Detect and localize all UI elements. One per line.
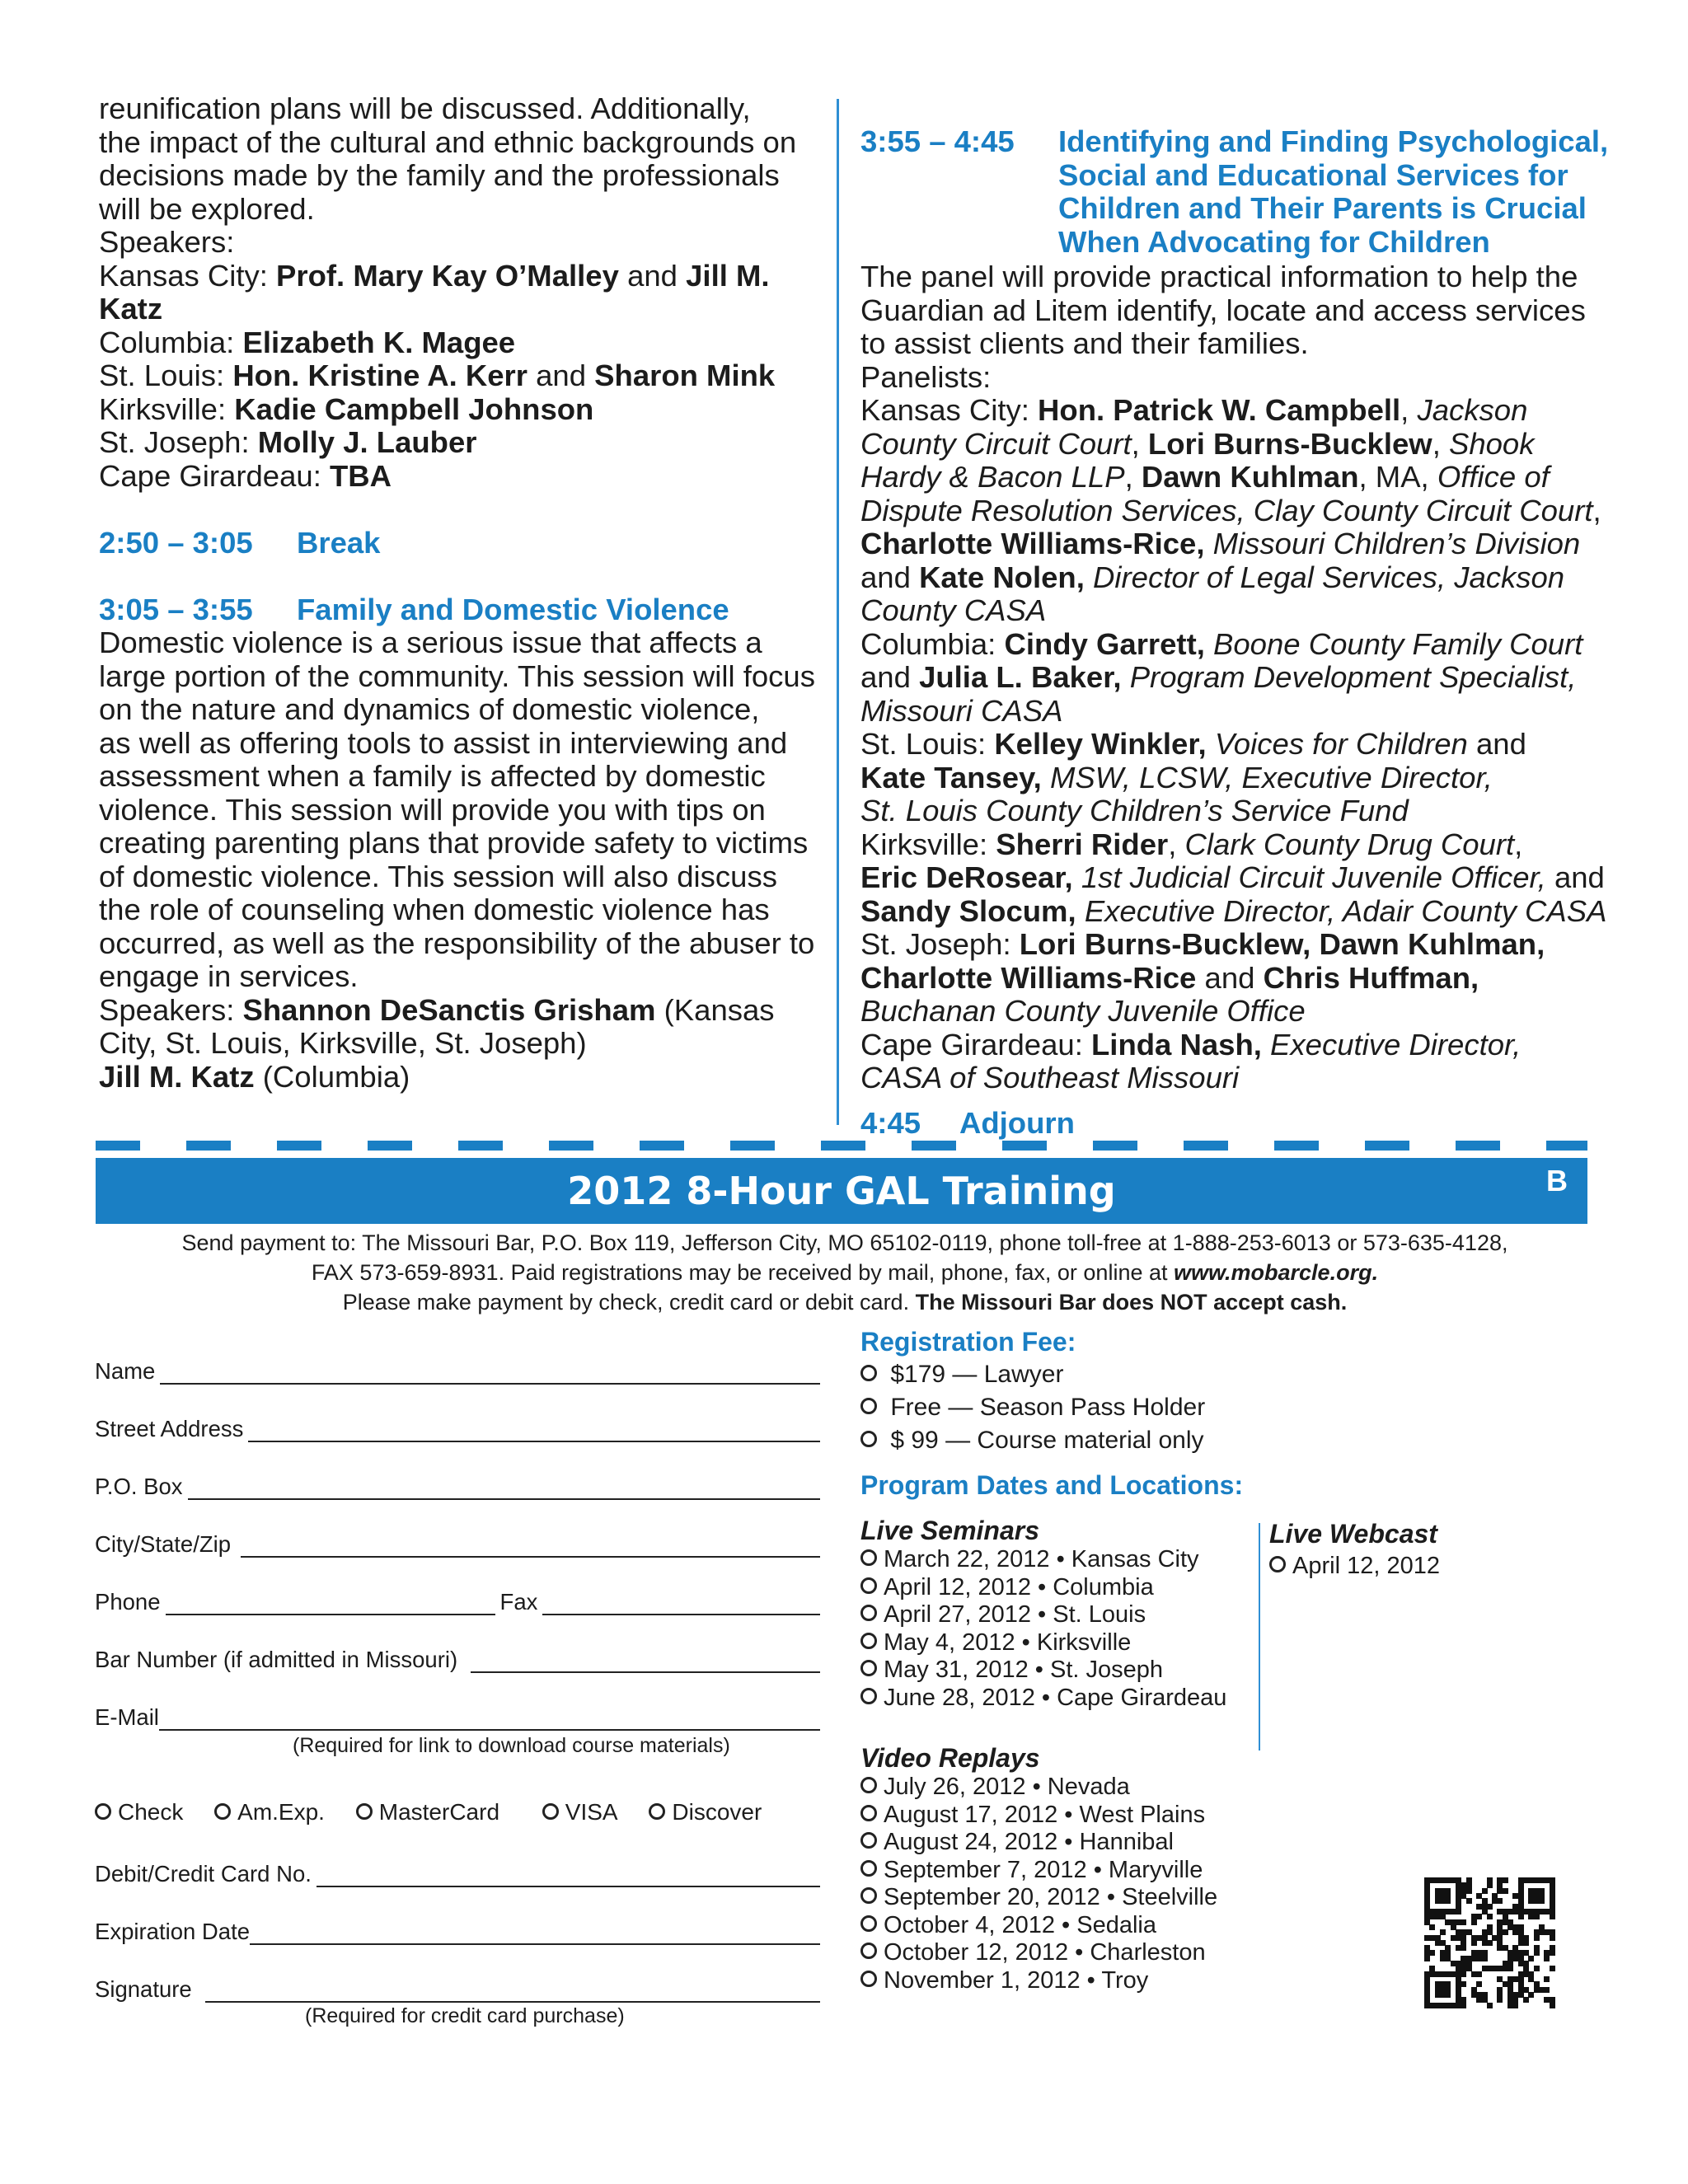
replay-option[interactable]: August 24, 2012 • Hannibal [860, 1829, 1322, 1857]
session-line: occurred, as well as the responsibility of the abuser to [99, 926, 815, 960]
name-line[interactable] [160, 1358, 820, 1385]
panelist-line: Charlotte Williams-Rice, Missouri Children’s Division [860, 527, 1581, 560]
session-line: violence. This session will provide you with tips on [99, 792, 766, 827]
radio-circle-icon [860, 1577, 877, 1594]
intro-line: reunification plans will be discussed. Additionally, [99, 91, 751, 125]
webcast-heading: Live Webcast [1269, 1519, 1437, 1549]
radio-circle-icon [542, 1803, 559, 1820]
qr-module [1456, 1909, 1461, 1915]
street-field[interactable] [95, 1414, 820, 1442]
qr-module [1461, 1971, 1466, 1977]
qr-module [1534, 1935, 1540, 1941]
session-line: engage in services. [99, 959, 359, 993]
panel-title-line: Children and Their Parents is Crucial [1058, 191, 1587, 225]
qr-module [1503, 1877, 1508, 1883]
dates-divider [1259, 1523, 1260, 1750]
website-link[interactable]: www.mobarcle.org. [1174, 1260, 1379, 1285]
panelist-line: St. Joseph: Lori Burns-Bucklew, Dawn Kuhlman, [860, 927, 1545, 961]
qr-module [1487, 1914, 1493, 1919]
radio-circle-icon [860, 1805, 877, 1821]
live-webcast [1269, 1518, 1440, 1581]
radio-circle-icon [860, 1915, 877, 1932]
radio-circle-icon [356, 1803, 373, 1820]
panelist-line: Cape Girardeau: Linda Nash, Executive Director, [860, 1027, 1522, 1062]
phone-line[interactable] [166, 1589, 495, 1615]
fax-line[interactable] [542, 1589, 820, 1615]
qr-module [1497, 1997, 1503, 2003]
qr-code-icon[interactable] [1424, 1877, 1554, 2008]
qr-module [1534, 1914, 1540, 1919]
fax-label: Fax [499, 1589, 538, 1615]
panelist-line: Columbia: Cindy Garrett, Boone County Family Court [860, 626, 1583, 661]
radio-circle-icon [860, 1633, 877, 1649]
qr-module [1550, 1950, 1555, 1956]
panel-title-line: Identifying and Finding Psychological, [1058, 124, 1609, 158]
pobox-field[interactable] [95, 1472, 820, 1500]
qr-module [1461, 1919, 1466, 1925]
bar-number-line[interactable] [471, 1647, 820, 1673]
pay-option-mastercard[interactable]: MasterCard [356, 1799, 499, 1825]
qr-module [1476, 1914, 1482, 1919]
city-label: City/State/Zip [95, 1531, 232, 1557]
session-line: as well as offering tools to assist in interviewing and [99, 725, 788, 760]
seminar-option[interactable]: June 28, 2012 • Cape Girardeau [860, 1685, 1248, 1713]
qr-module [1487, 2003, 1493, 2008]
qr-module [1534, 1966, 1540, 1971]
speaker-row: St. Joseph: Molly J. Lauber [99, 425, 477, 459]
column-divider [837, 99, 839, 1125]
qr-module [1429, 1924, 1435, 1930]
session-line: large portion of the community. This session will focus [99, 658, 815, 693]
pay-option-discover[interactable]: Discover [649, 1799, 762, 1825]
intro-line: decisions made by the family and the professionals [99, 158, 780, 192]
qr-module [1440, 1929, 1446, 1935]
banner-tag: B [1546, 1164, 1568, 1197]
radio-circle-icon [860, 1365, 877, 1381]
payment-instructions [82, 1228, 1607, 1317]
dashed-cut-line [96, 1141, 1587, 1151]
qr-module [1512, 2003, 1518, 2008]
qr-module [1471, 1940, 1477, 1946]
pobox-line[interactable] [188, 1474, 821, 1500]
webcast-option[interactable]: April 12, 2012 [1269, 1553, 1440, 1581]
pay-option-visa[interactable]: VISA [542, 1799, 618, 1825]
panel-desc-line: The panel will provide practical information to help the [860, 260, 1578, 293]
panelist-line: and Kate Nolen, Director of Legal Services, Jackson [860, 560, 1565, 594]
speaker-row: Kirksville: Kadie Campbell Johnson [99, 391, 594, 426]
qr-module [1544, 1987, 1550, 1993]
radio-circle-icon [860, 1971, 877, 1987]
fee-option[interactable]: $179 — Lawyer [860, 1358, 1243, 1391]
intro-line: will be explored. [99, 191, 315, 226]
qr-module [1507, 1966, 1513, 1971]
phone-label: Phone [95, 1589, 161, 1615]
city-line[interactable] [241, 1531, 820, 1558]
replay-option[interactable]: November 1, 2012 • Troy [860, 1967, 1322, 1995]
qr-module [1487, 1940, 1493, 1946]
qr-module [1544, 1976, 1550, 1982]
card-number-line[interactable] [316, 1861, 820, 1887]
qr-module [1482, 1888, 1488, 1894]
street-label: Street Address [95, 1416, 244, 1441]
radio-circle-icon [860, 1549, 877, 1566]
qr-module [1466, 1898, 1472, 1904]
registration-fee [860, 1325, 1243, 1502]
street-line[interactable] [248, 1416, 820, 1442]
fee-option[interactable]: Free — Season Pass Holder [860, 1391, 1243, 1424]
radio-circle-icon [860, 1860, 877, 1877]
seminar-option[interactable]: April 12, 2012 • Columbia [860, 1574, 1248, 1602]
replay-option[interactable]: August 17, 2012 • West Plains [860, 1802, 1322, 1830]
radio-circle-icon [860, 1398, 877, 1414]
speaker-row: Cape Girardeau: TBA [99, 458, 392, 493]
qr-module [1424, 1956, 1430, 1961]
seminar-option[interactable]: March 22, 2012 • Kansas City [860, 1546, 1248, 1574]
radio-circle-icon [860, 1943, 877, 1959]
qr-module [1539, 1898, 1545, 1904]
pay-option-check[interactable]: Check [95, 1799, 183, 1825]
panelist-line: Missouri CASA [860, 693, 1063, 728]
pay-option-amex[interactable]: Am.Exp. [214, 1799, 325, 1825]
email-label: E-Mail [95, 1704, 159, 1730]
session-speakers-cont: City, St. Louis, Kirksville, St. Joseph) [99, 1026, 587, 1060]
panel-title-line: Social and Educational Services for [1058, 157, 1568, 192]
break-heading: 2:50 – 3:05 Break [99, 525, 381, 560]
radio-circle-icon [860, 1887, 877, 1904]
panelist-line: Kirksville: Sherri Rider, Clark County Drug Court, [860, 827, 1523, 861]
radio-circle-icon [860, 1832, 877, 1849]
signature-note: (Required for credit card purchase) [305, 2004, 625, 2027]
qr-module [1461, 1981, 1466, 1987]
form-banner [96, 1158, 1587, 1224]
right-column [860, 125, 1627, 1140]
video-replays [860, 1742, 1322, 1994]
radio-circle-icon [860, 1431, 877, 1447]
email-note: (Required for link to download course materials) [293, 1734, 730, 1757]
radio-circle-icon [95, 1803, 111, 1820]
qr-module [1503, 1929, 1508, 1935]
radio-circle-icon [860, 1777, 877, 1793]
panelist-line: Buchanan County Juvenile Office [860, 994, 1306, 1028]
card-number-field[interactable] [95, 1859, 820, 1887]
qr-module [1518, 1914, 1524, 1919]
radio-circle-icon [860, 1688, 877, 1704]
signature-label: Signature [95, 1976, 192, 2002]
intro-line: the impact of the cultural and ethnic backgrounds on [99, 124, 797, 159]
replay-option[interactable]: September 20, 2012 • Steelville [860, 1884, 1322, 1912]
panelist-line: Dispute Resolution Services, Clay County Circuit Court, [860, 493, 1601, 527]
session-heading: 3:05 – 3:55 Family and Domestic Violence [99, 592, 729, 626]
seminars-heading: Live Seminars [860, 1516, 1039, 1545]
panelist-line: St. Louis: Kelley Winkler, Voices for Children and [860, 727, 1526, 761]
expiration-line[interactable] [250, 1919, 820, 1945]
panel-desc-line: Guardian ad Litem identify, locate and access services [860, 293, 1586, 327]
city-field[interactable] [95, 1530, 820, 1558]
qr-module [1476, 1981, 1482, 1987]
panelist-line: Eric DeRosear, 1st Judicial Circuit Juvenile Officer, and [860, 860, 1605, 894]
panelist-line: and Julia L. Baker, Program Development Specialist, [860, 660, 1577, 694]
pobox-label: P.O. Box [95, 1474, 183, 1499]
bar-number-label: Bar Number (if admitted in Missouri) [95, 1647, 458, 1672]
qr-module [1550, 1966, 1555, 1971]
seminar-option[interactable]: May 4, 2012 • Kirksville [860, 1629, 1248, 1657]
qr-module [1461, 2003, 1466, 2008]
payment-options [95, 1799, 786, 1825]
panelist-line: Sandy Slocum, Executive Director, Adair County CASA [860, 893, 1607, 928]
panel-time: 3:55 – 4:45 [860, 124, 1015, 158]
panelist-line: County Circuit Court, Lori Burns-Bucklew, Shook [860, 426, 1535, 461]
radio-circle-icon [214, 1803, 231, 1820]
qr-module [1550, 2003, 1555, 2008]
phone-fax-row [95, 1587, 820, 1615]
replay-option[interactable]: July 26, 2012 • Nevada [860, 1774, 1322, 1802]
replay-option[interactable]: October 4, 2012 • Sedalia [860, 1912, 1322, 1940]
qr-module [1445, 1898, 1451, 1904]
panelist-line: County CASA [860, 593, 1047, 627]
panelist-line: St. Louis County Children’s Service Fund [860, 794, 1409, 827]
session-line: on the nature and dynamics of domestic violence, [99, 692, 760, 726]
email-line[interactable] [159, 1704, 820, 1731]
session-speaker-2: Jill M. Katz (Columbia) [99, 1059, 410, 1094]
qr-module [1466, 1888, 1472, 1894]
radio-circle-icon [860, 1605, 877, 1621]
panel-title-line: When Advocating for Children [1058, 224, 1490, 259]
replays-heading: Video Replays [860, 1743, 1040, 1773]
qr-module [1550, 1914, 1555, 1919]
qr-module [1544, 1956, 1550, 1961]
session-speakers: Speakers: Shannon DeSanctis Grisham (Kansas [99, 992, 775, 1027]
qr-module [1523, 1997, 1529, 2003]
qr-module [1487, 1904, 1493, 1910]
qr-module [1461, 1945, 1466, 1951]
radio-circle-icon [649, 1803, 665, 1820]
qr-module [1429, 1950, 1435, 1956]
signature-field[interactable] [95, 1975, 820, 2003]
signature-line[interactable] [205, 1976, 820, 2003]
adjourn-heading: 4:45 Adjourn [860, 1105, 1075, 1140]
panelists-label: Panelists: [860, 359, 992, 394]
session-line: creating parenting plans that provide safety to victims [99, 826, 809, 860]
session-line: assessment when a family is affected by domestic [99, 759, 766, 793]
seminar-option[interactable]: April 27, 2012 • St. Louis [860, 1601, 1248, 1629]
speaker-row: Kansas City: Prof. Mary Kay O’Malley and Jill M. Katz [99, 258, 770, 326]
panelist-line: Charlotte Williams-Rice and Chris Huffman, [860, 960, 1479, 995]
bar-number-field[interactable] [95, 1645, 820, 1673]
panelist-line: Hardy & Bacon LLP, Dawn Kuhlman, MA, Office of [860, 460, 1550, 494]
qr-module [1471, 1919, 1477, 1925]
qr-module [1503, 1888, 1508, 1894]
live-seminars [860, 1515, 1248, 1712]
qr-module [1487, 1882, 1493, 1888]
qr-module [1528, 1992, 1534, 1998]
panelist-line: Kate Tansey, MSW, LCSW, Executive Director, [860, 760, 1493, 794]
qr-module [1528, 1956, 1534, 1961]
name-label: Name [95, 1358, 156, 1384]
panelist-line: CASA of Southeast Missouri [860, 1061, 1240, 1094]
expiration-label: Expiration Date [95, 1919, 251, 1944]
replay-option[interactable]: October 12, 2012 • Charleston [860, 1939, 1322, 1967]
radio-circle-icon [1269, 1556, 1286, 1572]
banner-title: 2012 8-Hour GAL Training [567, 1169, 1116, 1213]
qr-module [1523, 1940, 1529, 1946]
qr-module [1534, 1950, 1540, 1956]
replay-option[interactable]: September 7, 2012 • Maryville [860, 1857, 1322, 1885]
payment-line: Please make payment by check, credit card or debit card. The Missouri Bar does NOT accept cash. [342, 1290, 1348, 1315]
payment-line: Send payment to: The Missouri Bar, P.O. Box 119, Jefferson City, MO 65102-0119, phone toll-free at 1-888-253-6013 or 573-635-4128, [181, 1230, 1508, 1255]
name-field[interactable] [95, 1357, 820, 1385]
panelist-line: Kansas City: Hon. Patrick W. Campbell, Jackson [860, 393, 1528, 427]
session-line: of domestic violence. This session will also discuss [99, 859, 777, 893]
fee-option[interactable]: $ 99 — Course material only [860, 1424, 1243, 1457]
panel-desc-line: to assist clients and their families. [860, 326, 1309, 360]
email-field[interactable] [95, 1703, 820, 1731]
expiration-field[interactable] [95, 1917, 820, 1945]
qr-module [1476, 1971, 1482, 1977]
qr-module [1497, 1898, 1503, 1904]
payment-line: FAX 573-659-8931. Paid registrations may be received by mail, phone, fax, or online at www.mobarcle.org. [311, 1260, 1379, 1285]
left-column [99, 92, 841, 1094]
qr-module [1445, 1992, 1451, 1998]
session-line: Domestic violence is a serious issue that affects a [99, 626, 762, 659]
qr-module [1482, 1956, 1488, 1961]
speakers-label: Speakers: [99, 225, 235, 259]
speaker-row: Columbia: Elizabeth K. Magee [99, 325, 516, 359]
speaker-row: St. Louis: Hon. Kristine A. Kerr and Sharon Mink [99, 359, 776, 392]
panel-heading [860, 125, 1627, 259]
seminar-option[interactable]: May 31, 2012 • St. Joseph [860, 1657, 1248, 1685]
registration-heading: Registration Fee: [860, 1327, 1076, 1357]
radio-circle-icon [860, 1660, 877, 1676]
session-line: the role of counseling when domestic violence has [99, 893, 770, 926]
card-number-label: Debit/Credit Card No. [95, 1861, 312, 1886]
program-dates-heading: Program Dates and Locations: [860, 1470, 1244, 1500]
qr-module [1550, 1935, 1555, 1941]
